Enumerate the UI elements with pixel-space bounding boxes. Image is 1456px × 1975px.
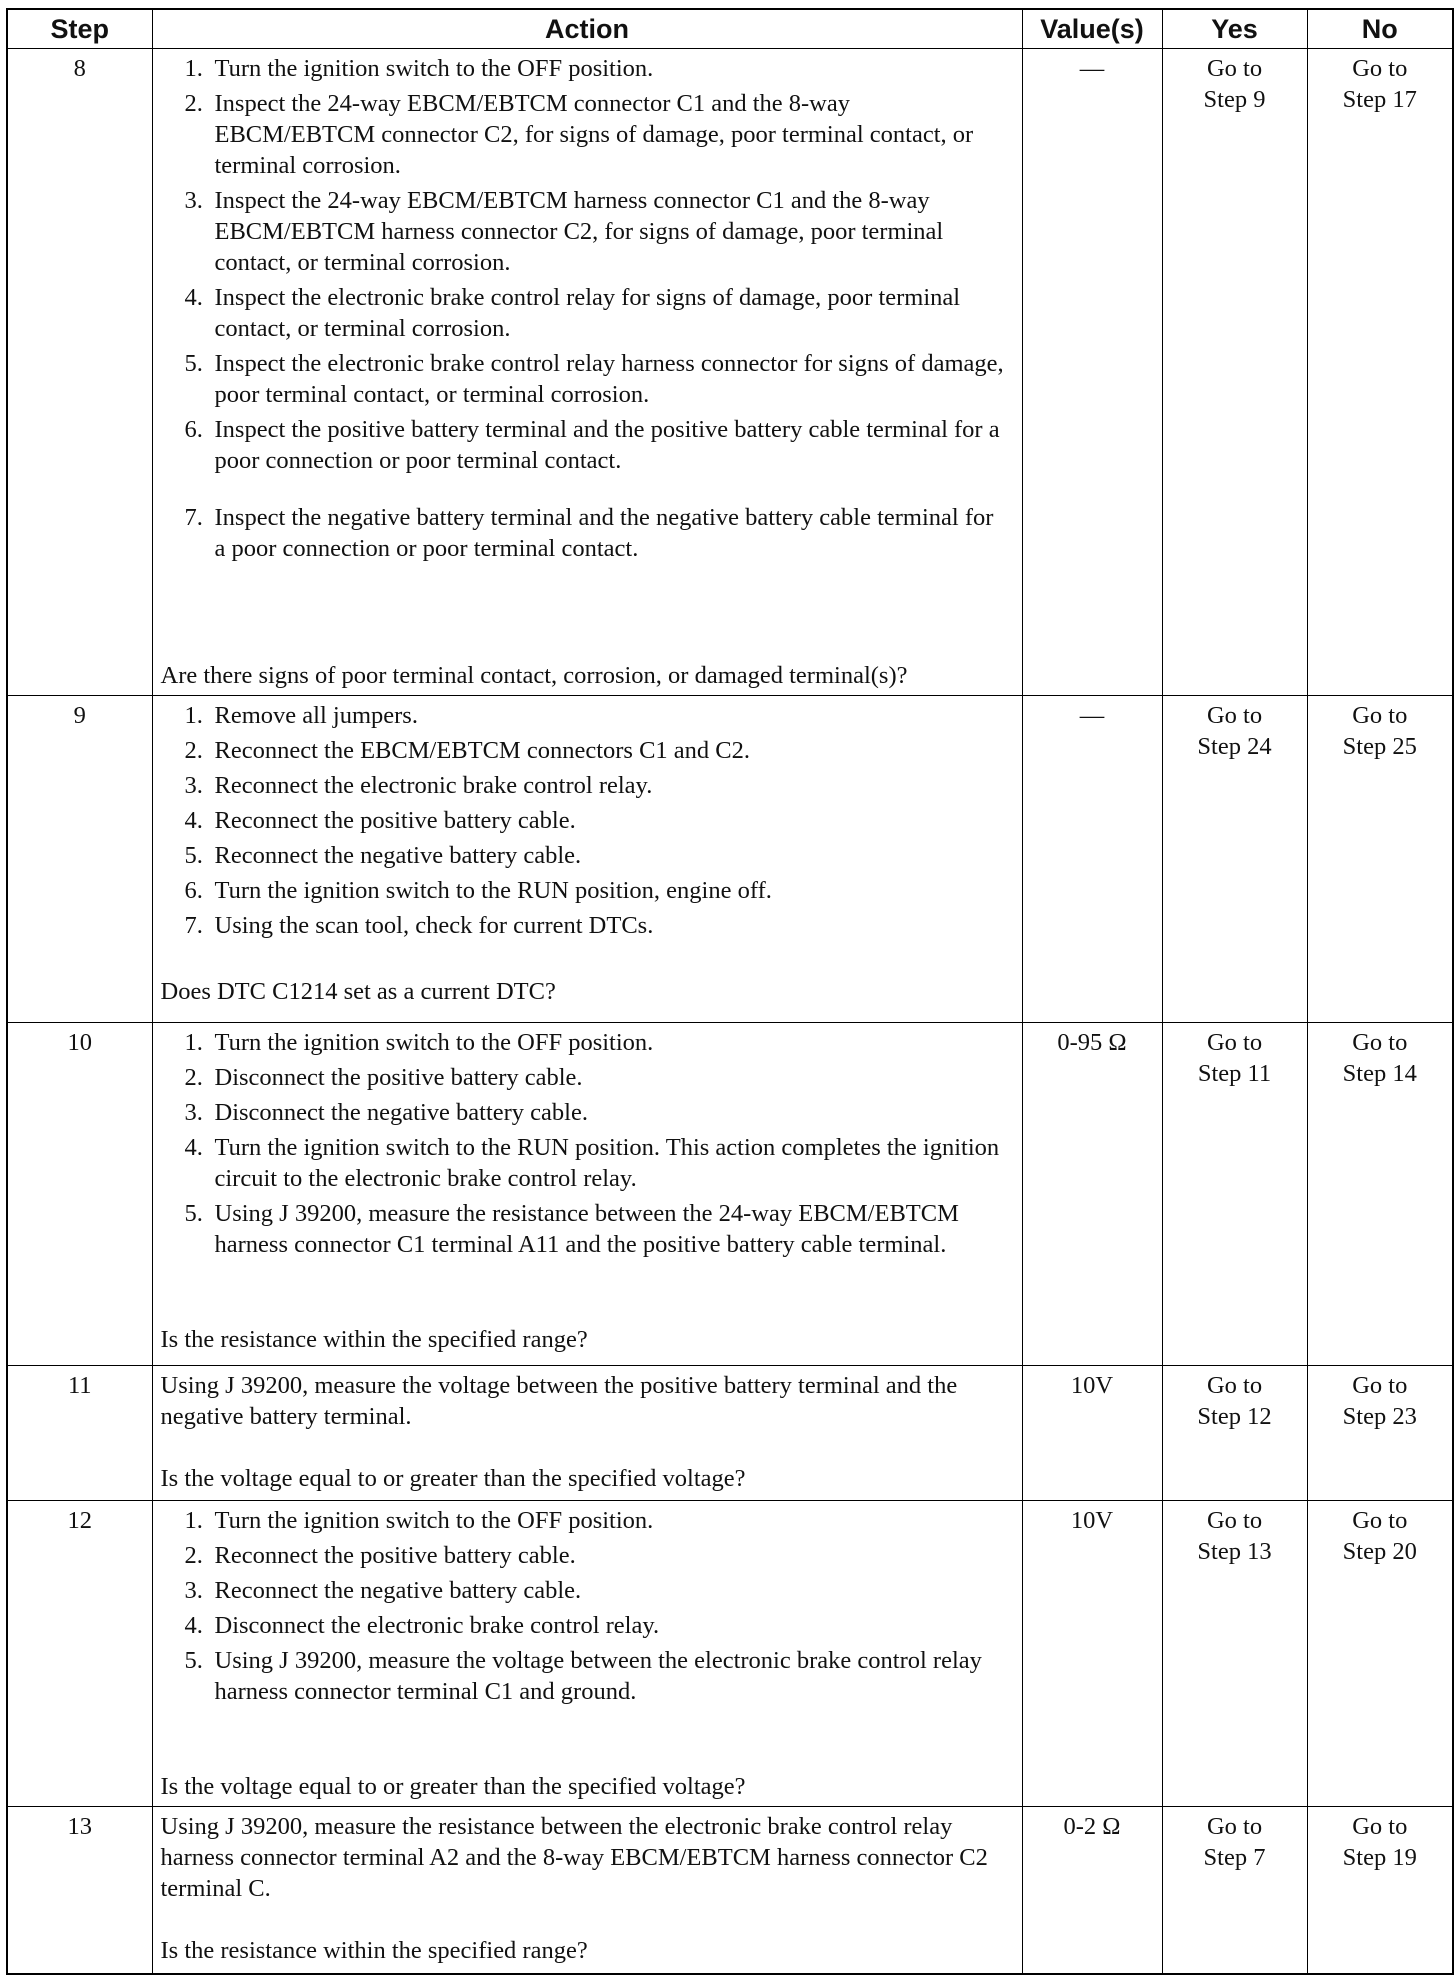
action-cell	[152, 696, 1022, 1023]
header-step: Step	[7, 9, 152, 49]
no-cell: Go to Step 19	[1307, 1807, 1453, 1974]
yes-cell: Go to Step 13	[1162, 1501, 1307, 1807]
step-number: 9	[7, 696, 152, 1023]
table-row-step-9	[7, 696, 1453, 1023]
value-cell: 0-95 Ω	[1022, 1023, 1162, 1366]
action-cell	[152, 1366, 1022, 1501]
procedure-item: 4. Disconnect the electronic brake control relay.	[184, 1612, 660, 1639]
step-number: 13	[7, 1807, 152, 1974]
procedure-item: 5. Using J 39200, measure the voltage between the electronic brake control relay harness connector terminal C1 and ground.	[184, 1647, 982, 1705]
table-row-step-13	[7, 1807, 1453, 1974]
procedure-text: Using J 39200, measure the voltage between the positive battery terminal and the negative battery terminal.	[160, 1372, 958, 1430]
procedure-item: 2. Inspect the 24-way EBCM/EBTCM connector C1 and the 8-way EBCM/EBTCM connector C2, for signs of damage, poor terminal contact, or terminal corrosion.	[184, 90, 974, 179]
procedure-item: 6. Turn the ignition switch to the RUN position, engine off.	[184, 877, 772, 904]
action-cell	[152, 1501, 1022, 1807]
no-cell: Go to Step 17	[1307, 49, 1453, 696]
decision-question: Are there signs of poor terminal contact, corrosion, or damaged terminal(s)?	[160, 662, 908, 689]
decision-question: Is the resistance within the specified range?	[160, 1326, 588, 1353]
diagnostic-table-page	[6, 8, 1452, 1975]
no-cell: Go to Step 25	[1307, 696, 1453, 1023]
value-cell: —	[1022, 49, 1162, 696]
procedure-item: 1. Remove all jumpers.	[184, 702, 418, 729]
yes-cell: Go to Step 11	[1162, 1023, 1307, 1366]
step-number: 8	[7, 49, 152, 696]
procedure-list	[161, 1505, 1008, 1707]
header-action: Action	[152, 9, 1022, 49]
table-header-row	[7, 9, 1453, 49]
decision-question: Does DTC C1214 set as a current DTC?	[160, 978, 556, 1005]
yes-cell: Go to Step 9	[1162, 49, 1307, 696]
procedure-item: 4. Turn the ignition switch to the RUN position. This action completes the ignition circuit to the electronic brake control relay.	[184, 1134, 1000, 1192]
yes-cell: Go to Step 7	[1162, 1807, 1307, 1974]
table-row-step-10	[7, 1023, 1453, 1366]
decision-question: Is the voltage equal to or greater than the specified voltage?	[160, 1465, 746, 1492]
action-cell	[152, 49, 1022, 696]
procedure-item: 7. Using the scan tool, check for current DTCs.	[184, 912, 654, 939]
procedure-item: 2. Reconnect the EBCM/EBTCM connectors C1 and C2.	[184, 737, 751, 764]
step-number: 11	[7, 1366, 152, 1501]
diagnostic-table	[6, 8, 1454, 1975]
procedure-item: 5. Inspect the electronic brake control relay harness connector for signs of damage, poor terminal contact, or terminal corrosion.	[184, 350, 1004, 408]
procedure-list	[161, 1027, 1008, 1260]
procedure-item: 3. Reconnect the negative battery cable.	[184, 1577, 582, 1604]
step-number: 10	[7, 1023, 152, 1366]
procedure-list	[161, 53, 1008, 564]
procedure-item: 3. Reconnect the electronic brake control relay.	[184, 772, 653, 799]
table-row-step-8	[7, 49, 1453, 696]
table-row-step-11	[7, 1366, 1453, 1501]
procedure-item: 5. Using J 39200, measure the resistance between the 24-way EBCM/EBTCM harness connector C1 terminal A11 and the positive battery cable terminal.	[184, 1200, 959, 1258]
no-cell: Go to Step 14	[1307, 1023, 1453, 1366]
procedure-item: 2. Reconnect the positive battery cable.	[184, 1542, 576, 1569]
procedure-item: 5. Reconnect the negative battery cable.	[184, 842, 582, 869]
procedure-item: 7. Inspect the negative battery terminal and the negative battery cable terminal for a poor connection or poor terminal contact.	[184, 504, 994, 562]
value-cell: —	[1022, 696, 1162, 1023]
procedure-item: 6. Inspect the positive battery terminal and the positive battery cable terminal for a poor connection or poor terminal contact.	[184, 416, 1000, 474]
procedure-item: 4. Inspect the electronic brake control relay for signs of damage, poor terminal contact, or terminal corrosion.	[184, 284, 961, 342]
procedure-text: Using J 39200, measure the resistance between the electronic brake control relay harness connector terminal A2 and the 8-way EBCM/EBTCM harness connector C2 terminal C.	[160, 1813, 988, 1902]
procedure-item: 1. Turn the ignition switch to the OFF position.	[184, 55, 654, 82]
procedure-list	[161, 700, 1008, 941]
action-cell	[152, 1807, 1022, 1974]
no-cell: Go to Step 23	[1307, 1366, 1453, 1501]
table-row-step-12	[7, 1501, 1453, 1807]
procedure-item: 1. Turn the ignition switch to the OFF position.	[184, 1507, 654, 1534]
value-cell: 10V	[1022, 1366, 1162, 1501]
no-cell: Go to Step 20	[1307, 1501, 1453, 1807]
value-cell: 0-2 Ω	[1022, 1807, 1162, 1974]
header-yes: Yes	[1162, 9, 1307, 49]
value-cell: 10V	[1022, 1501, 1162, 1807]
procedure-item: 4. Reconnect the positive battery cable.	[184, 807, 576, 834]
procedure-item: 2. Disconnect the positive battery cable.	[184, 1064, 583, 1091]
decision-question: Is the voltage equal to or greater than the specified voltage?	[160, 1773, 746, 1800]
procedure-item: 3. Inspect the 24-way EBCM/EBTCM harness connector C1 and the 8-way EBCM/EBTCM harness connector C2, for signs of damage, poor terminal contact, or terminal corrosion.	[184, 187, 944, 276]
yes-cell: Go to Step 24	[1162, 696, 1307, 1023]
yes-cell: Go to Step 12	[1162, 1366, 1307, 1501]
action-cell	[152, 1023, 1022, 1366]
procedure-item: 3. Disconnect the negative battery cable.	[184, 1099, 588, 1126]
header-values: Value(s)	[1022, 9, 1162, 49]
step-number: 12	[7, 1501, 152, 1807]
procedure-item: 1. Turn the ignition switch to the OFF position.	[184, 1029, 654, 1056]
header-no: No	[1307, 9, 1453, 49]
decision-question: Is the resistance within the specified range?	[160, 1937, 588, 1964]
